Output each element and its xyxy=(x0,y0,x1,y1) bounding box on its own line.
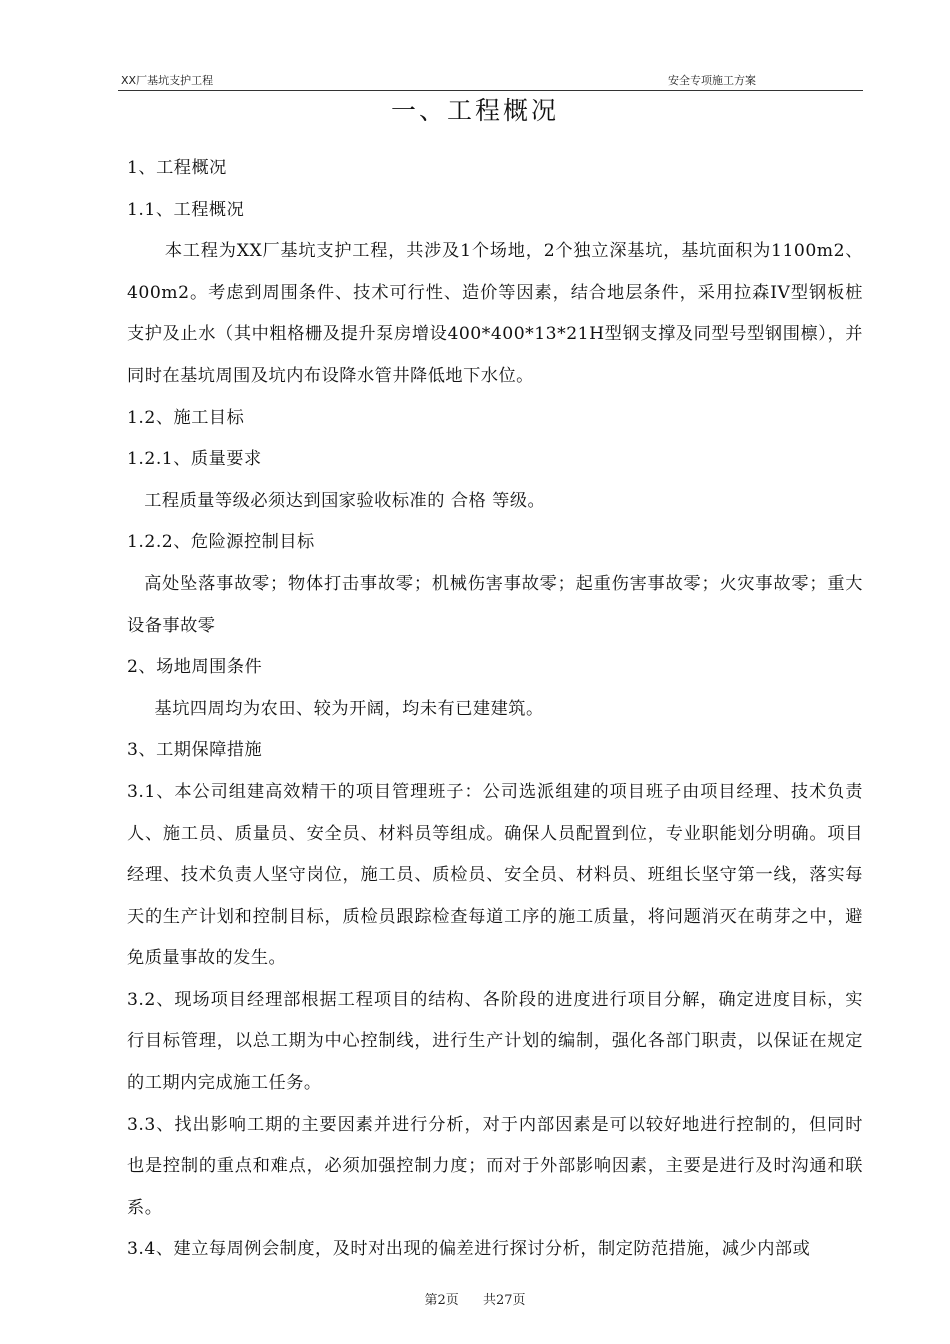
paragraph-hazard-targets: 高处坠落事故零；物体打击事故零；机械伤害事故零；起重伤害事故零；火灾事故零；重大设备事故零 xyxy=(127,573,863,636)
header-right-doc-type: 安全专项施工方案 xyxy=(668,74,756,87)
heading-1-1: 1.1、工程概况 xyxy=(127,199,245,220)
heading-1: 1、工程概况 xyxy=(127,158,227,178)
paragraph-3-1: 3.1、本公司组建高效精干的项目管理班子：公司选派组建的项目班子由项目经理、技术负责人、施工员、质量员、安全员、材料员等组成。确保人员配置到位，专业职能划分明确。项目经理、技术负责人坚守岗位，施工员、质检员、安全员、材料员、班组长坚守第一线，落实每天的生产计划和控制目标，质检员跟踪检查每道工序的施工质量，将问题消灭在萌芽之中，避免质量事故的发生。 xyxy=(127,781,863,969)
paragraph-quality: 工程质量等级必须达到国家验收标准的 合格 等级。 xyxy=(144,490,546,511)
header-left-project-name: XX厂基坑支护工程 xyxy=(121,74,214,87)
page-number: 第2页 xyxy=(424,1293,459,1308)
heading-1-2-1: 1.2.1、质量要求 xyxy=(127,449,262,470)
paragraph-site-conditions: 基坑四周均为农田、较为开阔，均未有已建建筑。 xyxy=(154,698,544,719)
document-body xyxy=(127,148,863,1271)
page-footer xyxy=(0,1289,950,1308)
heading-1-2: 1.2、施工目标 xyxy=(127,407,245,428)
paragraph-3-4: 3.4、建立每周例会制度，及时对出现的偏差进行探讨分析，制定防范措施，减少内部或 xyxy=(127,1239,811,1260)
page-title: 一、工程概况 xyxy=(390,96,559,125)
page-total: 共27页 xyxy=(482,1293,526,1308)
heading-1-2-2: 1.2.2、危险源控制目标 xyxy=(127,532,315,553)
heading-3: 3、工期保障措施 xyxy=(127,740,263,761)
paragraph-3-3: 3.3、找出影响工期的主要因素并进行分析，对于内部因素是可以较好地进行控制的，但同时也是控制的重点和难点，必须加强控制力度；而对于外部影响因素，主要是进行及时沟通和联系。 xyxy=(127,1114,863,1218)
heading-2: 2、场地周围条件 xyxy=(127,657,263,678)
paragraph-overview: 本工程为XX厂基坑支护工程，共涉及1个场地，2个独立深基坑，基坑面积为1100m2、400m2。考虑到周围条件、技术可行性、造价等因素，结合地层条件，采用拉森IV型钢板桩支护及止水（其中粗格栅及提升泵房增设400*400*13*21H型钢支撑及同型号型钢围檩），并同时在基坑周围及坑内布设降水管井降低地下水位。 xyxy=(127,241,863,386)
paragraph-3-2: 3.2、现场项目经理部根据工程项目的结构、各阶段的进度进行项目分解，确定进度目标，实行目标管理，以总工期为中心控制线，进行生产计划的编制，强化各部门职责，以保证在规定的工期内完成施工任务。 xyxy=(127,989,863,1094)
